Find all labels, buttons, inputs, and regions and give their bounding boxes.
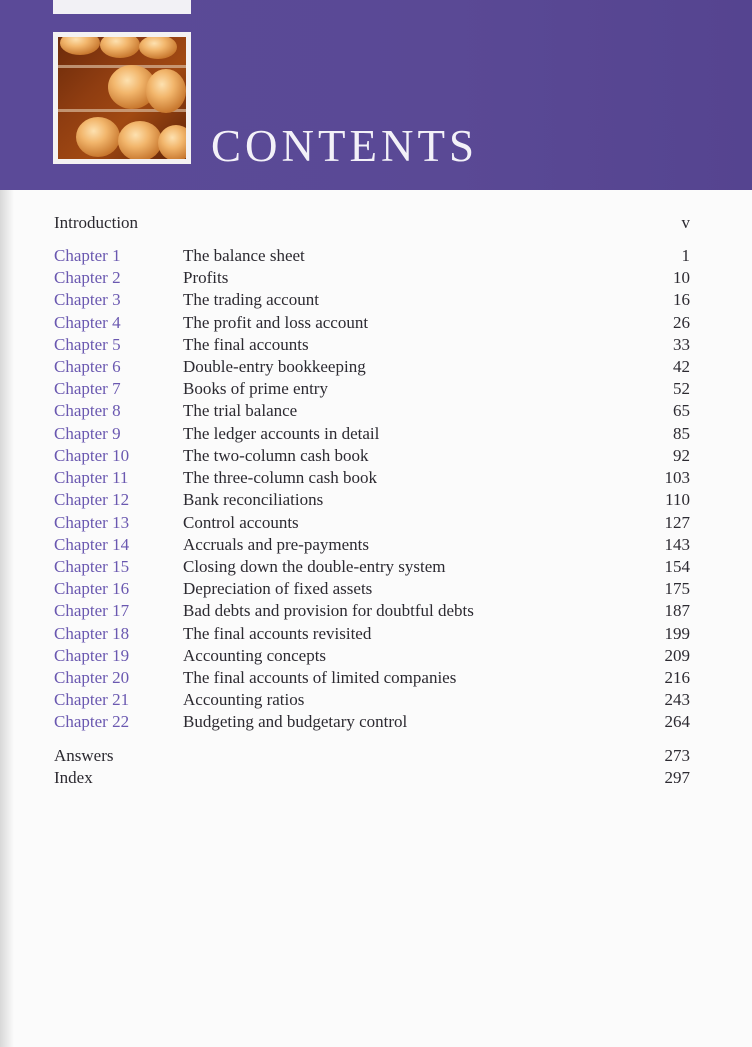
toc-chapter-label: Chapter 18 (54, 624, 130, 643)
toc-chapter-label: Chapter 20 (54, 668, 130, 687)
toc-label: Introduction (54, 213, 139, 232)
toc-page-number: 216 (664, 668, 690, 687)
toc-row-chapter[interactable] (0, 513, 752, 535)
toc-page-number: 33 (673, 335, 690, 354)
toc-row-chapter[interactable] (0, 379, 752, 401)
toc-chapter-title: The final accounts revisited (183, 624, 372, 643)
toc-page-number: 1 (681, 246, 690, 265)
toc-chapter-title: The final accounts (183, 335, 309, 354)
toc-row-chapter[interactable] (0, 313, 752, 335)
toc-page-number: 110 (665, 490, 690, 509)
toc-page-number: 42 (673, 357, 690, 376)
toc-chapter-label: Chapter 17 (54, 601, 130, 620)
toc-page-number: 65 (673, 401, 690, 420)
toc-page-number: 175 (664, 579, 690, 598)
toc-chapter-title: Accounting ratios (183, 690, 305, 709)
toc-row-chapter[interactable] (0, 601, 752, 623)
toc-chapter-label: Chapter 10 (54, 446, 130, 465)
toc-row-chapter[interactable] (0, 424, 752, 446)
toc-chapter-label: Chapter 8 (54, 401, 121, 420)
toc-chapter-label: Chapter 9 (54, 424, 121, 443)
toc-page-number: 187 (664, 601, 690, 620)
toc-page-number: 26 (673, 313, 690, 332)
toc-chapter-label: Chapter 15 (54, 557, 130, 576)
toc-chapter-label: Chapter 14 (54, 535, 130, 554)
toc-page-number: 52 (673, 379, 690, 398)
toc-page-number: 127 (664, 513, 690, 532)
toc-chapter-title: Closing down the double-entry system (183, 557, 446, 576)
toc-row-chapter[interactable] (0, 579, 752, 601)
toc-chapter-title: Budgeting and budgetary control (183, 712, 408, 731)
toc-page-number: 264 (664, 712, 690, 731)
toc-chapter-label: Chapter 19 (54, 646, 130, 665)
page-title: CONTENTS (211, 121, 478, 171)
toc-page-number: 297 (664, 768, 690, 787)
toc-row-chapter[interactable] (0, 401, 752, 423)
toc-chapter-title: The three-column cash book (183, 468, 378, 487)
toc-chapter-title: The trial balance (183, 401, 298, 420)
toc-row-chapter[interactable] (0, 690, 752, 712)
toc-chapter-title: The balance sheet (183, 246, 305, 265)
toc-page-number: 243 (664, 690, 690, 709)
toc-row-answers[interactable] (0, 746, 752, 768)
toc-row-chapter[interactable] (0, 268, 752, 290)
toc-page-number: 16 (673, 290, 690, 309)
toc-chapter-label: Chapter 1 (54, 246, 121, 265)
toc-chapter-title: Depreciation of fixed assets (183, 579, 373, 598)
toc-row-index[interactable] (0, 768, 752, 790)
toc-row-chapter[interactable] (0, 624, 752, 646)
toc-page-number: 209 (664, 646, 690, 665)
toc-chapter-title: The ledger accounts in detail (183, 424, 380, 443)
toc-chapter-label: Chapter 16 (54, 579, 130, 598)
toc-page-number: 92 (673, 446, 690, 465)
toc-chapter-label: Chapter 21 (54, 690, 130, 709)
toc-page-number: 273 (664, 746, 690, 765)
toc-chapter-title: Bank reconciliations (183, 490, 324, 509)
toc-row-chapter[interactable] (0, 668, 752, 690)
toc-chapter-label: Chapter 7 (54, 379, 121, 398)
toc-page-number: 154 (664, 557, 690, 576)
toc-page-number: 10 (673, 268, 690, 287)
toc-chapter-title: Accounting concepts (183, 646, 327, 665)
toc-page-number: 199 (664, 624, 690, 643)
toc-page-number: v (681, 213, 690, 232)
toc-row-chapter[interactable] (0, 468, 752, 490)
toc-page-number: 103 (664, 468, 690, 487)
toc-chapter-label: Chapter 12 (54, 490, 130, 509)
toc-row-chapter[interactable] (0, 646, 752, 668)
toc-chapter-title: Profits (183, 268, 229, 287)
toc-chapter-label: Chapter 13 (54, 513, 130, 532)
toc-chapter-title: Double-entry bookkeeping (183, 357, 366, 376)
toc-page-number: 143 (664, 535, 690, 554)
toc-row-chapter[interactable] (0, 290, 752, 312)
toc-chapter-title: Control accounts (183, 513, 299, 532)
toc-label: Answers (54, 746, 114, 765)
toc-label: Index (54, 768, 93, 787)
toc-chapter-title: The final accounts of limited companies (183, 668, 457, 687)
toc-row-chapter[interactable] (0, 712, 752, 734)
toc-chapter-label: Chapter 3 (54, 290, 121, 309)
toc-row-chapter[interactable] (0, 535, 752, 557)
toc-chapter-title: Bad debts and provision for doubtful debts (183, 601, 474, 620)
toc-chapter-label: Chapter 2 (54, 268, 121, 287)
toc-chapter-title: The two-column cash book (183, 446, 369, 465)
toc-row-chapter[interactable] (0, 557, 752, 579)
toc-chapter-label: Chapter 6 (54, 357, 121, 376)
toc-row-chapter[interactable] (0, 490, 752, 512)
toc-page-number: 85 (673, 424, 690, 443)
toc-chapter-label: Chapter 5 (54, 335, 121, 354)
toc-row-chapter[interactable] (0, 246, 752, 268)
toc-chapter-label: Chapter 4 (54, 313, 121, 332)
toc-row-chapter[interactable] (0, 446, 752, 468)
toc-row-introduction[interactable] (0, 213, 752, 235)
toc-chapter-label: Chapter 22 (54, 712, 130, 731)
toc-chapter-title: The trading account (183, 290, 319, 309)
toc-row-chapter[interactable] (0, 335, 752, 357)
toc-chapter-label: Chapter 11 (54, 468, 129, 487)
toc-row-chapter[interactable] (0, 357, 752, 379)
toc-chapter-title: Books of prime entry (183, 379, 328, 398)
toc-chapter-title: The profit and loss account (183, 313, 369, 332)
toc-chapter-title: Accruals and pre-payments (183, 535, 369, 554)
